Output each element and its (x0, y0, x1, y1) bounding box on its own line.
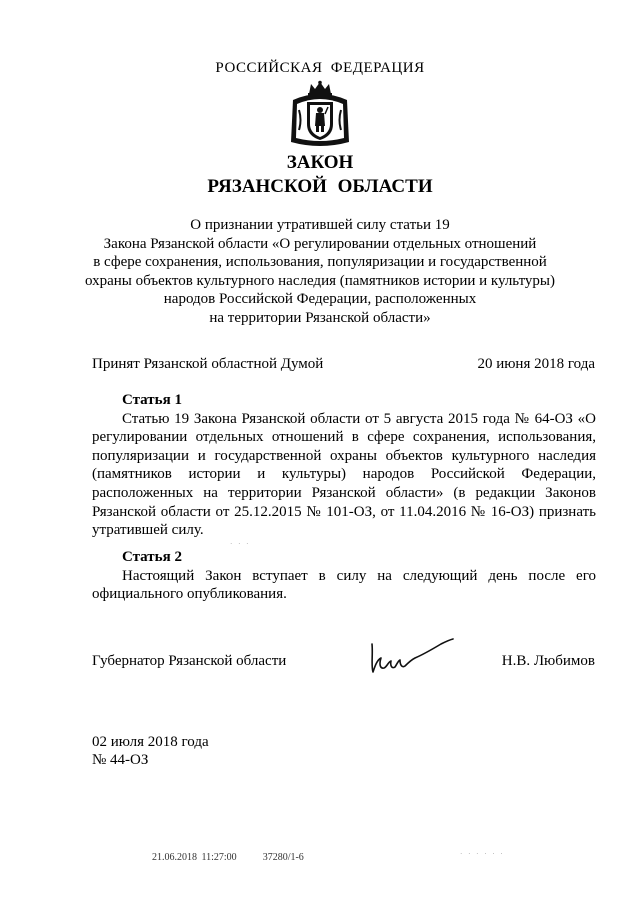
footer-timestamp: 21.06.2018 11:27:00 (152, 852, 237, 863)
signing-date: 02 июля 2018 года (92, 734, 209, 750)
governor-name: Н.В. Любимов (501, 653, 595, 669)
law-title-line1: ЗАКОН (286, 152, 354, 173)
ryazan-oblast-coat-of-arms-icon (287, 80, 353, 150)
article-2 (92, 548, 596, 604)
article-text: Настоящий Закон вступает в силу на следующий день после его официального опубликования. (92, 567, 596, 603)
article-1 (92, 391, 596, 540)
scan-speck: · · · (230, 540, 251, 548)
subject-line: О признании утратившей силу статьи 19 (190, 217, 450, 233)
article-heading: Статья 1 (122, 392, 182, 408)
handwritten-signature-icon (367, 636, 457, 678)
country-heading: РОССИЙСКАЯ ФЕДЕРАЦИЯ (215, 60, 425, 76)
article-text: Статью 19 Закона Рязанской области от 5 августа 2015 года № 64-ОЗ «О регулировании отдельных отношений в сфере сохранения, использования, популяризации и государственной охраны объектов культурного наследия (памятников истории и культуры) народов Российской Федерации, расположенных на территории Рязанской области» (в редакции Законов Рязанской области от 25.12.2015 № 101-ОЗ, от 11.04.2016 № 16-ОЗ) признать утратившей силу. (92, 410, 596, 539)
footer-stamp (152, 852, 304, 863)
signature-block (92, 650, 595, 680)
governor-title: Губернатор Рязанской области (92, 653, 287, 669)
subject-line: охраны объектов культурного наследия (памятников истории и культуры) (84, 272, 556, 289)
adopted-by: Принят Рязанской областной Думой (92, 356, 324, 372)
law-title (0, 151, 640, 199)
law-number: № 44-ОЗ (92, 752, 149, 768)
subject-line: на территории Рязанской области» (209, 309, 431, 326)
signing-info (92, 733, 209, 769)
law-subject (0, 216, 640, 328)
subject-line: народов Российской Федерации, расположенных (163, 291, 477, 308)
subject-line: в сфере сохранения, использования, популяризации и государственной (93, 254, 547, 271)
subject-line: Закона Рязанской области «О регулировании отдельных отношений (103, 235, 537, 252)
footer-doc-number: 37280/1-6 (262, 852, 304, 863)
adoption-date: 20 июня 2018 года (477, 356, 595, 372)
law-title-line2: РЯЗАНСКОЙ ОБЛАСТИ (207, 176, 433, 197)
scan-speck: · · · · · · (460, 850, 505, 858)
article-heading: Статья 2 (122, 549, 182, 565)
